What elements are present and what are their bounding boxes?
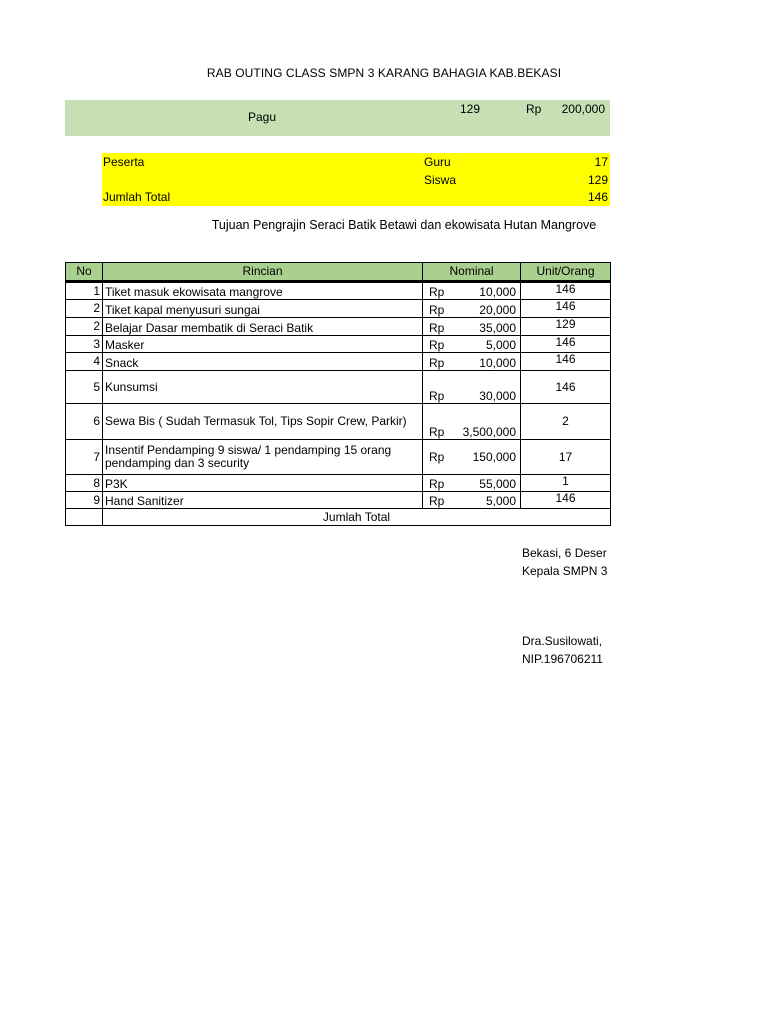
row-amount: 5,000 — [485, 494, 516, 508]
row-no: 6 — [66, 404, 103, 440]
total-no-cell — [66, 509, 103, 526]
row-unit: 129 — [521, 318, 611, 336]
row-amount: 10,000 — [479, 356, 516, 370]
row-rincian: Masker — [103, 336, 423, 353]
table-row — [66, 318, 611, 336]
row-unit: 146 — [521, 336, 611, 353]
table-row — [66, 475, 611, 492]
budget-table — [65, 262, 611, 526]
header-unit: Unit/Orang — [521, 263, 611, 282]
row-amount: 3,500,000 — [462, 425, 516, 439]
header-rincian: Rincian — [103, 263, 423, 282]
row-nominal — [423, 492, 521, 509]
row-no: 9 — [66, 492, 103, 509]
peserta-label: Peserta — [103, 155, 145, 169]
row-currency: Rp — [429, 303, 445, 317]
row-unit: 146 — [521, 492, 611, 509]
row-rincian: Snack — [103, 353, 423, 371]
siswa-count: 129 — [587, 173, 608, 187]
row-unit: 17 — [521, 440, 611, 475]
row-nominal — [423, 353, 521, 371]
row-unit: 146 — [521, 282, 611, 300]
total-label: Jumlah Total — [103, 509, 611, 526]
row-rincian: Hand Sanitizer — [103, 492, 423, 509]
table-row — [66, 336, 611, 353]
table-row — [66, 353, 611, 371]
destination-subtitle: Tujuan Pengrajin Seraci Batik Betawi dan ekowisata Hutan Mangrove — [211, 218, 597, 232]
row-amount: 10,000 — [479, 285, 516, 299]
row-no: 5 — [66, 371, 103, 404]
row-rincian: Tiket kapal menyusuri sungai — [103, 300, 423, 318]
row-unit: 146 — [521, 371, 611, 404]
row-no: 8 — [66, 475, 103, 492]
row-nominal — [423, 440, 521, 475]
pagu-currency: Rp — [526, 102, 542, 116]
document-title: RAB OUTING CLASS SMPN 3 KARANG BAHAGIA KAB.BEKASI — [206, 66, 562, 80]
header-nominal: Nominal — [423, 263, 521, 282]
row-no: 3 — [66, 336, 103, 353]
row-currency: Rp — [429, 449, 445, 464]
row-rincian: Belajar Dasar membatik di Seraci Batik — [103, 318, 423, 336]
table-row — [66, 440, 611, 475]
place-date: Bekasi, 6 Deser — [522, 546, 607, 560]
row-rincian: Kunsumsi — [103, 371, 423, 404]
row-nominal — [423, 282, 521, 300]
signatory-nip: NIP.196706211 — [522, 652, 603, 666]
row-no: 2 — [66, 300, 103, 318]
row-currency: Rp — [429, 389, 445, 403]
table-row — [66, 371, 611, 404]
row-amount: 5,000 — [485, 338, 516, 352]
peserta-section — [102, 153, 610, 206]
row-amount: 55,000 — [479, 477, 516, 491]
row-unit: 2 — [521, 404, 611, 440]
row-amount: 20,000 — [479, 303, 516, 317]
guru-label: Guru — [424, 155, 451, 169]
row-currency: Rp — [429, 425, 445, 439]
table-row — [66, 492, 611, 509]
row-unit: 146 — [521, 300, 611, 318]
row-rincian: Sewa Bis ( Sudah Termasuk Tol, Tips Sopir Crew, Parkir) — [103, 404, 423, 440]
row-nominal — [423, 336, 521, 353]
signatory-position: Kepala SMPN 3 — [522, 564, 608, 578]
row-currency: Rp — [429, 338, 445, 352]
row-no: 4 — [66, 353, 103, 371]
row-unit: 146 — [521, 353, 611, 371]
pagu-count: 129 — [460, 102, 481, 116]
row-currency: Rp — [429, 494, 445, 508]
row-amount: 35,000 — [479, 321, 516, 335]
row-nominal — [423, 318, 521, 336]
row-currency: Rp — [429, 477, 445, 491]
row-rincian: P3K — [103, 475, 423, 492]
row-no: 7 — [66, 440, 103, 475]
jumlah-total-count: 146 — [587, 190, 608, 204]
row-no: 2 — [66, 318, 103, 336]
signatory-name: Dra.Susilowati, — [522, 634, 603, 648]
row-no: 1 — [66, 282, 103, 300]
header-no: No — [66, 263, 103, 282]
pagu-amount: 200,000 — [561, 102, 605, 116]
siswa-label: Siswa — [424, 173, 457, 187]
table-header-row — [66, 263, 611, 282]
jumlah-total-label: Jumlah Total — [103, 190, 171, 204]
guru-count: 17 — [594, 155, 608, 169]
row-nominal — [423, 404, 521, 440]
table-total-row — [66, 509, 611, 526]
row-nominal — [423, 371, 521, 404]
row-currency: Rp — [429, 356, 445, 370]
table-row — [66, 404, 611, 440]
row-currency: Rp — [429, 285, 445, 299]
row-nominal — [423, 300, 521, 318]
row-rincian: Tiket masuk ekowisata mangrove — [103, 282, 423, 300]
table-row — [66, 282, 611, 300]
row-rincian: Insentif Pendamping 9 siswa/ 1 pendamping 15 orang pendamping dan 3 security — [103, 440, 423, 475]
pagu-label: Pagu — [248, 110, 277, 124]
row-currency: Rp — [429, 321, 445, 335]
row-unit: 1 — [521, 475, 611, 492]
row-amount: 30,000 — [479, 389, 516, 403]
row-amount: 150,000 — [472, 449, 516, 464]
table-row — [66, 300, 611, 318]
row-nominal — [423, 475, 521, 492]
